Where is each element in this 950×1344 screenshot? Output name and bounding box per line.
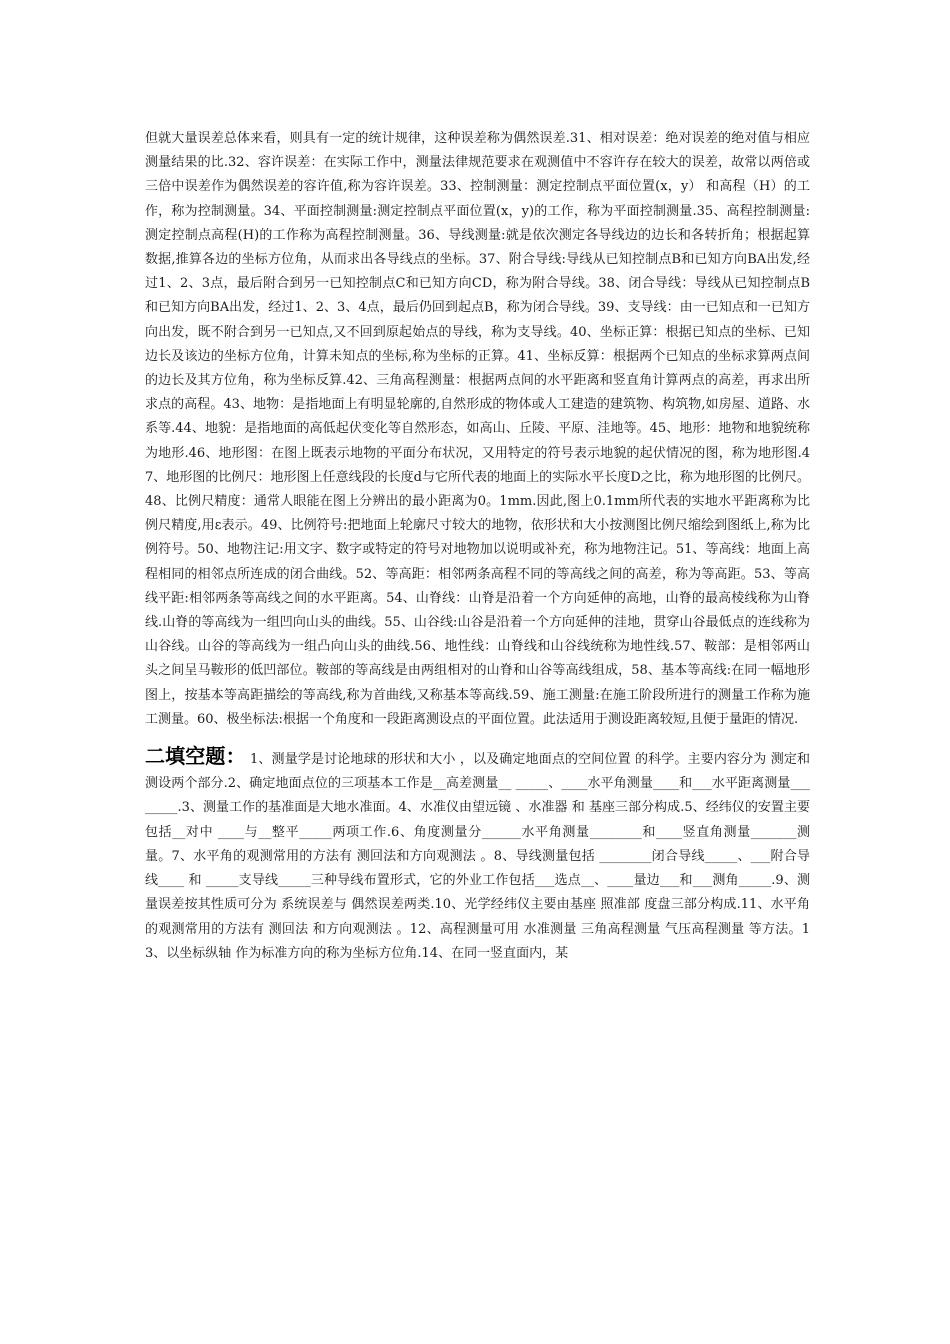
definitions-paragraph: 但就大量误差总体来看，则具有一定的统计规律，这种误差称为偶然误差.31、相对误差：绝对误差的绝对值与相应测量结果的比.32、容许误差：在实际工作中，测量法律规范要求在观测值中不容许存在较大的误差，故常以两倍或三倍中误差作为偶然误差的容许值,称为容许误差。33、控制测量：测定控制点平面位置(x，y） 和高程（H）的工作，称为控制测量。34、平面控制测量:测定控制点平面位置(x，y)的工作，称为平面控制测量.35、高程控制测量:测定控制点高程(H)的工作称为高程控制测量。36、导线测量:就是依次测定各导线边的边长和各转折角；根据起算数据,推算各边的坐标方位角，从而求出各导线点的坐标。37、附合导线:导线从已知控制点B和已知方向BA出发,经过1、2、3点，最后附合到另一已知控制点C和已知方向CD，称为附合导线。38、闭合导线：导线从已知控制点B和已知方向BA出发，经过1、2、3、4点，最后仍回到起点B，称为闭合导线。39、支导线：由一已知点和一已知方向出发，既不附合到另一已知点,又不回到原起始点的导线，称为支导线。40、坐标正算：根据已知点的坐标、已知边长及该边的坐标方位角，计算未知点的坐标,称为坐标的正算。41、坐标反算：根据两个已知点的坐标求算两点间的边长及其方位角，称为坐标反算.42、三角高程测量：根据两点间的水平距离和竖直角计算两点的高差，再求出所求点的高程。43、地物：是指地面上有明显轮廓的,自然形成的物体或人工建造的建筑物、构筑物,如房屋、道路、水系等.44、地貌：是指地面的高低起伏变化等自然形态，如高山、丘陵、平原、洼地等。45、地形：地物和地貌统称为地形.46、地形图：在图上既表示地物的平面分布状况，又用特定的符号表示地貌的起伏情况的图，称为地形图.47、地形图的比例尺：地形图上任意线段的长度d与它所代表的地面上的实际水平长度D之比，称为地形图的比例尺。48、比例尺精度：通常人眼能在图上分辨出的最小距离为0。1mm.因此,图上0.1mm所代表的实地水平距离称为比例尺精度,用ε表示。49、比例符号:把地面上轮廓尺寸较大的地物，依形状和大小按测图比例尺缩绘到图纸上,称为比例符号。50、地物注记:用文字、数字或特定的符号对地物加以说明或补充，称为地物注记。51、等高线：地面上高程相同的相邻点所连成的闭合曲线。52、等高距：相邻两条高程不同的等高线之间的高差，称为等高距。53、等高线平距:相邻两条等高线之间的水平距离。54、山脊线：山脊是沿着一个方向延伸的高地，山脊的最高棱线称为山脊线.山脊的等高线为一组凹向山头的曲线。55、山谷线:山谷是沿着一个方向延伸的洼地，贯穿山谷最低点的连线称为山谷线。山谷的等高线为一组凸向山头的曲线.56、地性线：山脊线和山谷线统称为地性线.57、鞍部：是相邻两山头之间呈马鞍形的低凹部位。鞍部的等高线是由两组相对的山脊和山谷等高线组成，58、基本等高线:在同一幅地形图上，按基本等高距描绘的等高线,称为首曲线,又称基本等高线.59、施工测量:在施工阶段所进行的测量工作称为施工测量。60、极坐标法:根据一个角度和一段距离测设点的平面位置。此法适用于测设距离较短,且便于量距的情况. xyxy=(145,131,810,727)
fill-blank-text: 1、测量学是讨论地球的形状和大小 ，以及确定地面点的空间位置 的科学。主要内容分为 测定和 测设两个部分.2、确定地面点位的三项基本工作是__高差测量__ _____、____水平角测量____和___水平距离测量________.3、测量工作的基准面是大地水准面。4、水准仪由望远镜 、水准器 和 基座三部分构成.5、经纬仪的安置主要包括__对中 ____与__整平_____两项工作.6、角度测量分______水平角测量________和____竖直角测量_______测量。7、水平角的观测常用的方法有 测回法和方向观测法 。8、导线测量包括 ________闭合导线_____、___附合导线____ 和 _____支导线_____三种导线布置形式，它的外业工作包括___选点__、____量边___和___测角_____.9、测量误差按其性质可分为 系统误差与 偶然误差两类.10、光学经纬仪主要由基座 照准部 度盘三部分构成.11、水平角的观测常用的方法有 测回法 和方向观测法 。12、高程测量可用 水准测量 三角高程测量 气压高程测量 等方法。13、以坐标纵轴 作为标准方向的称为坐标方位角.14、在同一竖直面内，某 xyxy=(145,752,810,961)
fill-blank-paragraph xyxy=(145,744,810,966)
section-heading: 二填空题： xyxy=(145,744,246,769)
document-page xyxy=(145,127,810,966)
